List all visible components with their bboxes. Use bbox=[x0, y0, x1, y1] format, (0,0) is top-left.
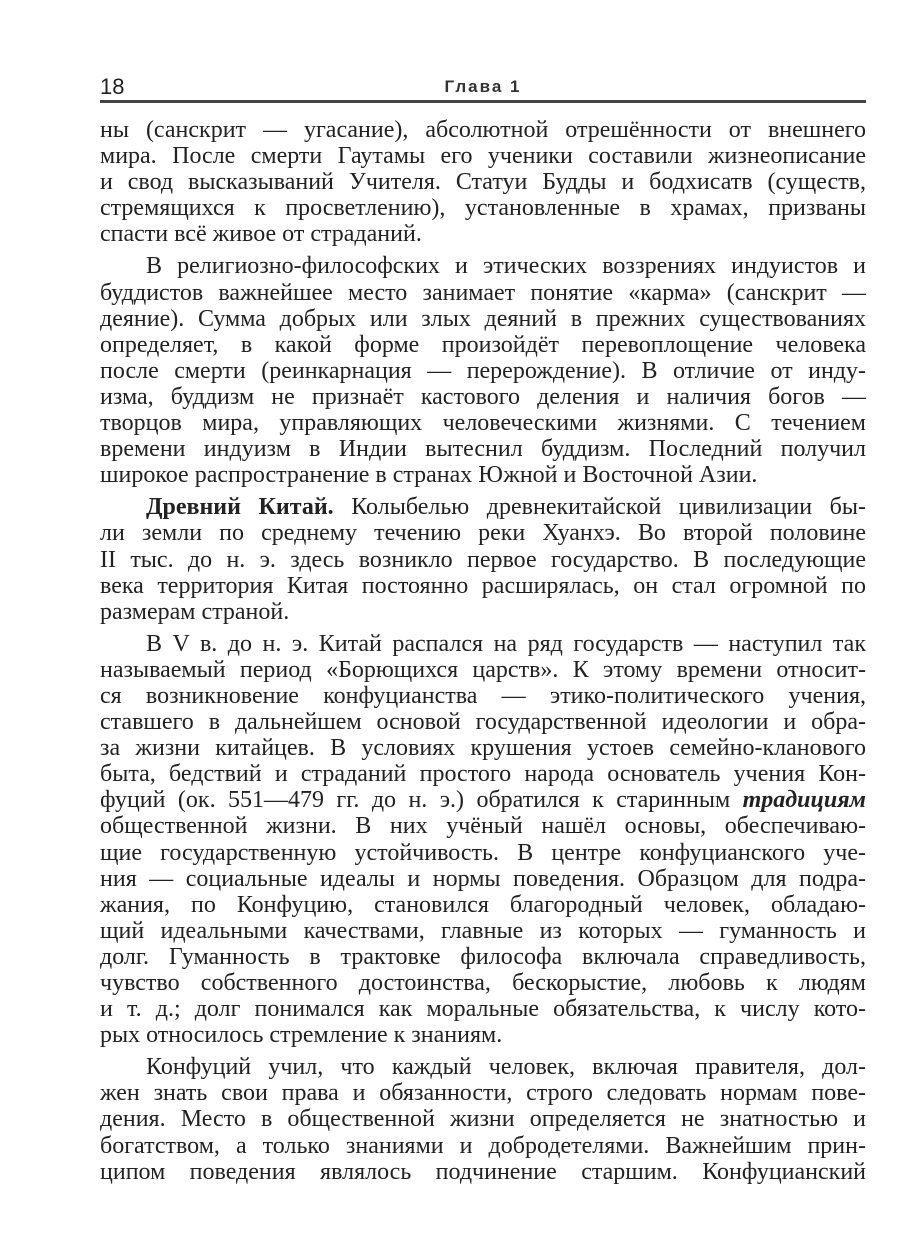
text-line: спасти всё живое от страданий. bbox=[100, 221, 422, 248]
paragraph bbox=[100, 494, 866, 624]
paragraph bbox=[100, 253, 866, 488]
text-line: за жизни китайцев. В условиях крушения устоев семейно-кланового bbox=[100, 735, 866, 762]
text-line: ставшего в дальнейшем основой государственной идеологии и обра- bbox=[100, 709, 866, 736]
text-line: жен знать свои права и обязанности, строго следовать нормам пове- bbox=[100, 1080, 866, 1107]
text-line: быта, бедствий и страданий простого народа основатель учения Кон- bbox=[100, 761, 866, 788]
text-line: ципом поведения являлось подчинение старшим. Конфуцианский bbox=[100, 1158, 866, 1185]
header-rule bbox=[100, 100, 866, 103]
paragraph bbox=[100, 631, 866, 1049]
text-line: богатством, а только знаниями и добродетелями. Важнейшим прин- bbox=[100, 1132, 866, 1159]
text-line: жания, по Конфуцию, становился благородный человек, обладаю- bbox=[100, 891, 866, 918]
text-line: творцов мира, управляющих человеческими жизнями. С течением bbox=[100, 410, 866, 437]
text-line bbox=[100, 494, 866, 520]
text-line: времени индуизм в Индии вытеснил буддизм. Последний получил bbox=[100, 436, 866, 463]
text-line: II тыс. до н. э. здесь возникло первое государство. В последующие bbox=[100, 546, 866, 573]
text-line: и свод высказываний Учителя. Статуи Будды и бодхисатв (существ, bbox=[100, 169, 866, 196]
text-line: определяет, в какой форме произойдёт перевоплощение человека bbox=[100, 331, 866, 358]
text-line: мира. После смерти Гаутамы его ученики составили жизнеописание bbox=[100, 143, 866, 170]
text-line: ния — социальные идеалы и нормы поведения. Образцом для подра- bbox=[100, 865, 866, 892]
text-line: века территория Китая постоянно расширялась, он стал огромной по bbox=[100, 572, 866, 599]
text-line bbox=[100, 787, 866, 813]
bold-heading: Древний Китай. bbox=[146, 494, 334, 521]
text-line: В религиозно-философских и этических воззрениях индуистов и bbox=[146, 253, 866, 280]
paragraph bbox=[100, 117, 866, 247]
text-line: чувство собственного достоинства, бескорыстие, любовь к людям bbox=[100, 970, 866, 996]
text-line: общественной жизни. В них учёный нашёл основы, обеспечиваю- bbox=[100, 813, 866, 840]
text-line: и т. д.; долг понимался как моральные обязательства, к числу кото- bbox=[100, 996, 866, 1023]
text-line: В V в. до н. э. Китай распался на ряд государств — наступил так bbox=[146, 630, 866, 657]
text-line: стремящихся к просветлению), установленные в храмах, призваны bbox=[100, 195, 866, 222]
text-line: называемый период «Борющихся царств». К этому времени относит- bbox=[100, 656, 866, 683]
page-number: 18 bbox=[100, 74, 125, 99]
text-segment: фуций (ок. 551—479 гг. до н. э.) обратился к старинным bbox=[100, 787, 743, 814]
chapter-title: Глава 1 bbox=[444, 77, 522, 96]
text-line: ся возникновение конфуцианства — этико-политического учения, bbox=[100, 682, 866, 709]
text-line: широкое распространение в странах Южной и Восточной Азии. bbox=[100, 462, 758, 489]
text-line: щие государственную устойчивость. В центре конфуцианского уче- bbox=[100, 839, 866, 866]
text-line: изма, буддизм не признаёт кастового деления и наличия богов — bbox=[100, 383, 866, 410]
page-body bbox=[100, 117, 866, 1191]
text-segment: Колыбелью древнекитайской цивилизации бы- bbox=[333, 494, 866, 521]
text-line: деяние). Сумма добрых или злых деяний в прежних существованиях bbox=[100, 305, 866, 332]
text-line: щий идеальными качествами, главные из которых — гуманность и bbox=[100, 917, 866, 944]
emphasized-term: традициям bbox=[742, 787, 866, 814]
text-line: буддистов важнейшее место занимает понятие «карма» (санскрит — bbox=[100, 279, 866, 306]
text-line: после смерти (реинкарнация — перерождение). В отличие от инду- bbox=[100, 357, 866, 384]
text-line: Конфуций учил, что каждый человек, включая правителя, дол- bbox=[146, 1054, 866, 1081]
text-line: дения. Место в общественной жизни определяется не знатностью и bbox=[100, 1106, 866, 1133]
text-line: размерам страной. bbox=[100, 598, 290, 625]
running-header bbox=[100, 74, 866, 102]
text-line: долг. Гуманность в трактовке философа включала справедливость, bbox=[100, 943, 866, 970]
text-line: ли земли по среднему течению реки Хуанхэ. Во второй половине bbox=[100, 520, 866, 547]
text-line: рых относилось стремление к знаниям. bbox=[100, 1022, 503, 1049]
text-line: ны (санскрит — угасание), абсолютной отрешённости от внешнего bbox=[100, 117, 866, 143]
paragraph bbox=[100, 1054, 866, 1184]
